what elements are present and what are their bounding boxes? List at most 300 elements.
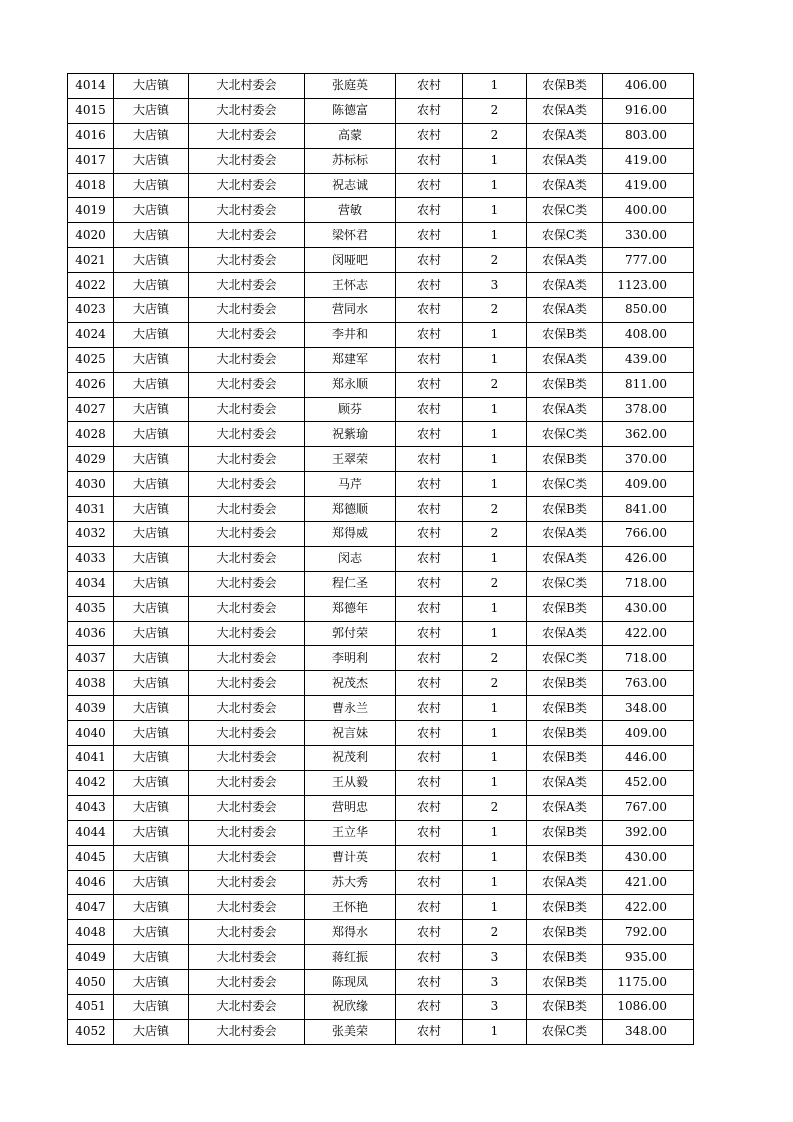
amount-cell: 792.00: [603, 920, 694, 945]
name-cell: 祝茂杰: [305, 671, 396, 696]
id-cell: 4018: [68, 173, 114, 198]
area-type-cell: 农村: [396, 173, 463, 198]
village-cell: 大北村委会: [189, 845, 305, 870]
area-type-cell: 农村: [396, 945, 463, 970]
amount-cell: 763.00: [603, 671, 694, 696]
town-cell: 大店镇: [114, 497, 189, 522]
count-cell: 2: [463, 123, 527, 148]
village-cell: 大北村委会: [189, 945, 305, 970]
amount-cell: 777.00: [603, 248, 694, 273]
area-type-cell: 农村: [396, 248, 463, 273]
count-cell: 2: [463, 298, 527, 323]
id-cell: 4038: [68, 671, 114, 696]
town-cell: 大店镇: [114, 721, 189, 746]
village-cell: 大北村委会: [189, 322, 305, 347]
town-cell: 大店镇: [114, 1019, 189, 1044]
name-cell: 郑德年: [305, 596, 396, 621]
name-cell: 王怀艳: [305, 895, 396, 920]
name-cell: 闵哑吧: [305, 248, 396, 273]
category-cell: 农保C类: [527, 422, 603, 447]
area-type-cell: 农村: [396, 273, 463, 298]
category-cell: 农保B类: [527, 322, 603, 347]
category-cell: 农保B类: [527, 920, 603, 945]
town-cell: 大店镇: [114, 347, 189, 372]
area-type-cell: 农村: [396, 621, 463, 646]
name-cell: 郭付荣: [305, 621, 396, 646]
category-cell: 农保B类: [527, 945, 603, 970]
town-cell: 大店镇: [114, 522, 189, 547]
amount-cell: 409.00: [603, 721, 694, 746]
id-cell: 4039: [68, 696, 114, 721]
name-cell: 陈现凤: [305, 970, 396, 995]
town-cell: 大店镇: [114, 746, 189, 771]
village-cell: 大北村委会: [189, 198, 305, 223]
name-cell: 苏标标: [305, 148, 396, 173]
area-type-cell: 农村: [396, 522, 463, 547]
id-cell: 4036: [68, 621, 114, 646]
count-cell: 1: [463, 223, 527, 248]
table-row: [68, 571, 694, 596]
village-cell: 大北村委会: [189, 123, 305, 148]
amount-cell: 330.00: [603, 223, 694, 248]
town-cell: 大店镇: [114, 472, 189, 497]
count-cell: 3: [463, 970, 527, 995]
table-row: [68, 671, 694, 696]
category-cell: 农保C类: [527, 198, 603, 223]
count-cell: 1: [463, 74, 527, 99]
amount-cell: 766.00: [603, 522, 694, 547]
town-cell: 大店镇: [114, 945, 189, 970]
count-cell: 1: [463, 621, 527, 646]
area-type-cell: 农村: [396, 74, 463, 99]
town-cell: 大店镇: [114, 173, 189, 198]
category-cell: 农保B类: [527, 447, 603, 472]
count-cell: 1: [463, 895, 527, 920]
name-cell: 王怀志: [305, 273, 396, 298]
amount-cell: 419.00: [603, 148, 694, 173]
table-row: [68, 123, 694, 148]
id-cell: 4042: [68, 770, 114, 795]
village-cell: 大北村委会: [189, 98, 305, 123]
table-row: [68, 497, 694, 522]
table-row: [68, 74, 694, 99]
village-cell: 大北村委会: [189, 721, 305, 746]
table-row: [68, 795, 694, 820]
name-cell: 郑永顺: [305, 372, 396, 397]
name-cell: 高蒙: [305, 123, 396, 148]
category-cell: 农保B类: [527, 746, 603, 771]
id-cell: 4049: [68, 945, 114, 970]
id-cell: 4041: [68, 746, 114, 771]
count-cell: 2: [463, 497, 527, 522]
table-row: [68, 522, 694, 547]
count-cell: 1: [463, 447, 527, 472]
id-cell: 4015: [68, 98, 114, 123]
area-type-cell: 农村: [396, 920, 463, 945]
amount-cell: 409.00: [603, 472, 694, 497]
town-cell: 大店镇: [114, 671, 189, 696]
id-cell: 4020: [68, 223, 114, 248]
town-cell: 大店镇: [114, 646, 189, 671]
category-cell: 农保A类: [527, 522, 603, 547]
amount-cell: 422.00: [603, 895, 694, 920]
count-cell: 1: [463, 347, 527, 372]
category-cell: 农保B类: [527, 721, 603, 746]
name-cell: 营敏: [305, 198, 396, 223]
village-cell: 大北村委会: [189, 223, 305, 248]
area-type-cell: 农村: [396, 1019, 463, 1044]
area-type-cell: 农村: [396, 422, 463, 447]
amount-cell: 1086.00: [603, 994, 694, 1019]
village-cell: 大北村委会: [189, 347, 305, 372]
area-type-cell: 农村: [396, 347, 463, 372]
id-cell: 4044: [68, 820, 114, 845]
count-cell: 2: [463, 795, 527, 820]
name-cell: 顾芬: [305, 397, 396, 422]
area-type-cell: 农村: [396, 646, 463, 671]
amount-cell: 718.00: [603, 646, 694, 671]
table-row: [68, 646, 694, 671]
count-cell: 1: [463, 397, 527, 422]
town-cell: 大店镇: [114, 820, 189, 845]
village-cell: 大北村委会: [189, 696, 305, 721]
town-cell: 大店镇: [114, 148, 189, 173]
area-type-cell: 农村: [396, 298, 463, 323]
amount-cell: 1123.00: [603, 273, 694, 298]
id-cell: 4029: [68, 447, 114, 472]
town-cell: 大店镇: [114, 397, 189, 422]
category-cell: 农保B类: [527, 845, 603, 870]
table-row: [68, 148, 694, 173]
id-cell: 4050: [68, 970, 114, 995]
count-cell: 2: [463, 646, 527, 671]
id-cell: 4046: [68, 870, 114, 895]
table-row: [68, 223, 694, 248]
table-row: [68, 696, 694, 721]
category-cell: 农保A类: [527, 347, 603, 372]
area-type-cell: 农村: [396, 472, 463, 497]
category-cell: 农保A类: [527, 546, 603, 571]
name-cell: 营同水: [305, 298, 396, 323]
name-cell: 李井和: [305, 322, 396, 347]
town-cell: 大店镇: [114, 223, 189, 248]
town-cell: 大店镇: [114, 621, 189, 646]
town-cell: 大店镇: [114, 895, 189, 920]
name-cell: 祝志诚: [305, 173, 396, 198]
count-cell: 1: [463, 870, 527, 895]
id-cell: 4031: [68, 497, 114, 522]
amount-cell: 439.00: [603, 347, 694, 372]
amount-cell: 767.00: [603, 795, 694, 820]
amount-cell: 446.00: [603, 746, 694, 771]
town-cell: 大店镇: [114, 994, 189, 1019]
id-cell: 4040: [68, 721, 114, 746]
id-cell: 4030: [68, 472, 114, 497]
amount-cell: 1175.00: [603, 970, 694, 995]
id-cell: 4028: [68, 422, 114, 447]
amount-cell: 916.00: [603, 98, 694, 123]
town-cell: 大店镇: [114, 447, 189, 472]
table-row: [68, 994, 694, 1019]
table-row: [68, 397, 694, 422]
id-cell: 4025: [68, 347, 114, 372]
category-cell: 农保A类: [527, 98, 603, 123]
village-cell: 大北村委会: [189, 273, 305, 298]
name-cell: 马芹: [305, 472, 396, 497]
name-cell: 曹永兰: [305, 696, 396, 721]
village-cell: 大北村委会: [189, 870, 305, 895]
area-type-cell: 农村: [396, 322, 463, 347]
category-cell: 农保B类: [527, 74, 603, 99]
name-cell: 祝茂利: [305, 746, 396, 771]
village-cell: 大北村委会: [189, 920, 305, 945]
count-cell: 1: [463, 845, 527, 870]
table-row: [68, 970, 694, 995]
village-cell: 大北村委会: [189, 770, 305, 795]
count-cell: 1: [463, 721, 527, 746]
area-type-cell: 农村: [396, 98, 463, 123]
area-type-cell: 农村: [396, 397, 463, 422]
area-type-cell: 农村: [396, 994, 463, 1019]
area-type-cell: 农村: [396, 671, 463, 696]
amount-cell: 362.00: [603, 422, 694, 447]
id-cell: 4014: [68, 74, 114, 99]
area-type-cell: 农村: [396, 820, 463, 845]
amount-cell: 348.00: [603, 1019, 694, 1044]
table-row: [68, 895, 694, 920]
town-cell: 大店镇: [114, 123, 189, 148]
area-type-cell: 农村: [396, 596, 463, 621]
amount-cell: 378.00: [603, 397, 694, 422]
amount-cell: 348.00: [603, 696, 694, 721]
town-cell: 大店镇: [114, 372, 189, 397]
table-row: [68, 845, 694, 870]
count-cell: 1: [463, 1019, 527, 1044]
name-cell: 曹计英: [305, 845, 396, 870]
table-row: [68, 422, 694, 447]
table-row: [68, 198, 694, 223]
amount-cell: 406.00: [603, 74, 694, 99]
amount-cell: 400.00: [603, 198, 694, 223]
name-cell: 王从毅: [305, 770, 396, 795]
town-cell: 大店镇: [114, 970, 189, 995]
category-cell: 农保A类: [527, 273, 603, 298]
name-cell: 王翠荣: [305, 447, 396, 472]
area-type-cell: 农村: [396, 795, 463, 820]
area-type-cell: 农村: [396, 123, 463, 148]
village-cell: 大北村委会: [189, 571, 305, 596]
amount-cell: 422.00: [603, 621, 694, 646]
id-cell: 4045: [68, 845, 114, 870]
id-cell: 4027: [68, 397, 114, 422]
area-type-cell: 农村: [396, 721, 463, 746]
table-row: [68, 945, 694, 970]
id-cell: 4034: [68, 571, 114, 596]
area-type-cell: 农村: [396, 546, 463, 571]
category-cell: 农保A类: [527, 621, 603, 646]
town-cell: 大店镇: [114, 322, 189, 347]
table-row: [68, 372, 694, 397]
amount-cell: 430.00: [603, 845, 694, 870]
table-row: [68, 596, 694, 621]
category-cell: 农保A类: [527, 795, 603, 820]
count-cell: 2: [463, 671, 527, 696]
name-cell: 梁怀君: [305, 223, 396, 248]
id-cell: 4048: [68, 920, 114, 945]
area-type-cell: 农村: [396, 148, 463, 173]
area-type-cell: 农村: [396, 770, 463, 795]
village-cell: 大北村委会: [189, 497, 305, 522]
table-row: [68, 273, 694, 298]
name-cell: 蒋红振: [305, 945, 396, 970]
name-cell: 闵志: [305, 546, 396, 571]
id-cell: 4047: [68, 895, 114, 920]
id-cell: 4035: [68, 596, 114, 621]
category-cell: 农保A类: [527, 298, 603, 323]
category-cell: 农保B类: [527, 671, 603, 696]
count-cell: 1: [463, 322, 527, 347]
count-cell: 1: [463, 746, 527, 771]
town-cell: 大店镇: [114, 571, 189, 596]
village-cell: 大北村委会: [189, 994, 305, 1019]
town-cell: 大店镇: [114, 596, 189, 621]
count-cell: 3: [463, 273, 527, 298]
village-cell: 大北村委会: [189, 74, 305, 99]
category-cell: 农保C类: [527, 223, 603, 248]
category-cell: 农保A类: [527, 123, 603, 148]
category-cell: 农保A类: [527, 770, 603, 795]
town-cell: 大店镇: [114, 248, 189, 273]
village-cell: 大北村委会: [189, 621, 305, 646]
id-cell: 4043: [68, 795, 114, 820]
count-cell: 1: [463, 820, 527, 845]
name-cell: 李明利: [305, 646, 396, 671]
village-cell: 大北村委会: [189, 671, 305, 696]
name-cell: 张庭英: [305, 74, 396, 99]
town-cell: 大店镇: [114, 546, 189, 571]
id-cell: 4037: [68, 646, 114, 671]
category-cell: 农保B类: [527, 970, 603, 995]
town-cell: 大店镇: [114, 795, 189, 820]
name-cell: 郑得威: [305, 522, 396, 547]
category-cell: 农保B类: [527, 895, 603, 920]
town-cell: 大店镇: [114, 696, 189, 721]
name-cell: 郑德顺: [305, 497, 396, 522]
village-cell: 大北村委会: [189, 248, 305, 273]
category-cell: 农保A类: [527, 173, 603, 198]
amount-cell: 426.00: [603, 546, 694, 571]
id-cell: 4023: [68, 298, 114, 323]
town-cell: 大店镇: [114, 870, 189, 895]
area-type-cell: 农村: [396, 746, 463, 771]
name-cell: 营明忠: [305, 795, 396, 820]
village-cell: 大北村委会: [189, 596, 305, 621]
table-row: [68, 322, 694, 347]
count-cell: 3: [463, 945, 527, 970]
table-body: [68, 74, 694, 1045]
town-cell: 大店镇: [114, 273, 189, 298]
name-cell: 郑得水: [305, 920, 396, 945]
count-cell: 1: [463, 546, 527, 571]
category-cell: 农保B类: [527, 994, 603, 1019]
area-type-cell: 农村: [396, 198, 463, 223]
table-row: [68, 820, 694, 845]
id-cell: 4051: [68, 994, 114, 1019]
town-cell: 大店镇: [114, 920, 189, 945]
village-cell: 大北村委会: [189, 447, 305, 472]
village-cell: 大北村委会: [189, 546, 305, 571]
amount-cell: 408.00: [603, 322, 694, 347]
town-cell: 大店镇: [114, 845, 189, 870]
amount-cell: 935.00: [603, 945, 694, 970]
table-row: [68, 920, 694, 945]
village-cell: 大北村委会: [189, 522, 305, 547]
category-cell: 农保A类: [527, 870, 603, 895]
count-cell: 2: [463, 372, 527, 397]
name-cell: 祝紫瑜: [305, 422, 396, 447]
name-cell: 祝欣缘: [305, 994, 396, 1019]
name-cell: 祝言妹: [305, 721, 396, 746]
village-cell: 大北村委会: [189, 820, 305, 845]
category-cell: 农保A类: [527, 148, 603, 173]
amount-cell: 811.00: [603, 372, 694, 397]
table-row: [68, 173, 694, 198]
area-type-cell: 农村: [396, 372, 463, 397]
village-cell: 大北村委会: [189, 298, 305, 323]
id-cell: 4026: [68, 372, 114, 397]
town-cell: 大店镇: [114, 198, 189, 223]
table-row: [68, 621, 694, 646]
category-cell: 农保A类: [527, 248, 603, 273]
table-row: [68, 347, 694, 372]
town-cell: 大店镇: [114, 422, 189, 447]
amount-cell: 419.00: [603, 173, 694, 198]
amount-cell: 392.00: [603, 820, 694, 845]
area-type-cell: 农村: [396, 447, 463, 472]
village-cell: 大北村委会: [189, 397, 305, 422]
category-cell: 农保C类: [527, 571, 603, 596]
id-cell: 4019: [68, 198, 114, 223]
category-cell: 农保B类: [527, 497, 603, 522]
id-cell: 4033: [68, 546, 114, 571]
count-cell: 1: [463, 173, 527, 198]
table-row: [68, 721, 694, 746]
town-cell: 大店镇: [114, 298, 189, 323]
id-cell: 4052: [68, 1019, 114, 1044]
count-cell: 2: [463, 571, 527, 596]
table-row: [68, 546, 694, 571]
amount-cell: 370.00: [603, 447, 694, 472]
area-type-cell: 农村: [396, 845, 463, 870]
name-cell: 张美荣: [305, 1019, 396, 1044]
count-cell: 1: [463, 472, 527, 497]
town-cell: 大店镇: [114, 98, 189, 123]
table-row: [68, 472, 694, 497]
name-cell: 陈德富: [305, 98, 396, 123]
table-row: [68, 447, 694, 472]
village-cell: 大北村委会: [189, 422, 305, 447]
id-cell: 4017: [68, 148, 114, 173]
id-cell: 4024: [68, 322, 114, 347]
id-cell: 4016: [68, 123, 114, 148]
area-type-cell: 农村: [396, 895, 463, 920]
area-type-cell: 农村: [396, 970, 463, 995]
amount-cell: 803.00: [603, 123, 694, 148]
name-cell: 郑建军: [305, 347, 396, 372]
area-type-cell: 农村: [396, 870, 463, 895]
category-cell: 农保C类: [527, 1019, 603, 1044]
area-type-cell: 农村: [396, 571, 463, 596]
